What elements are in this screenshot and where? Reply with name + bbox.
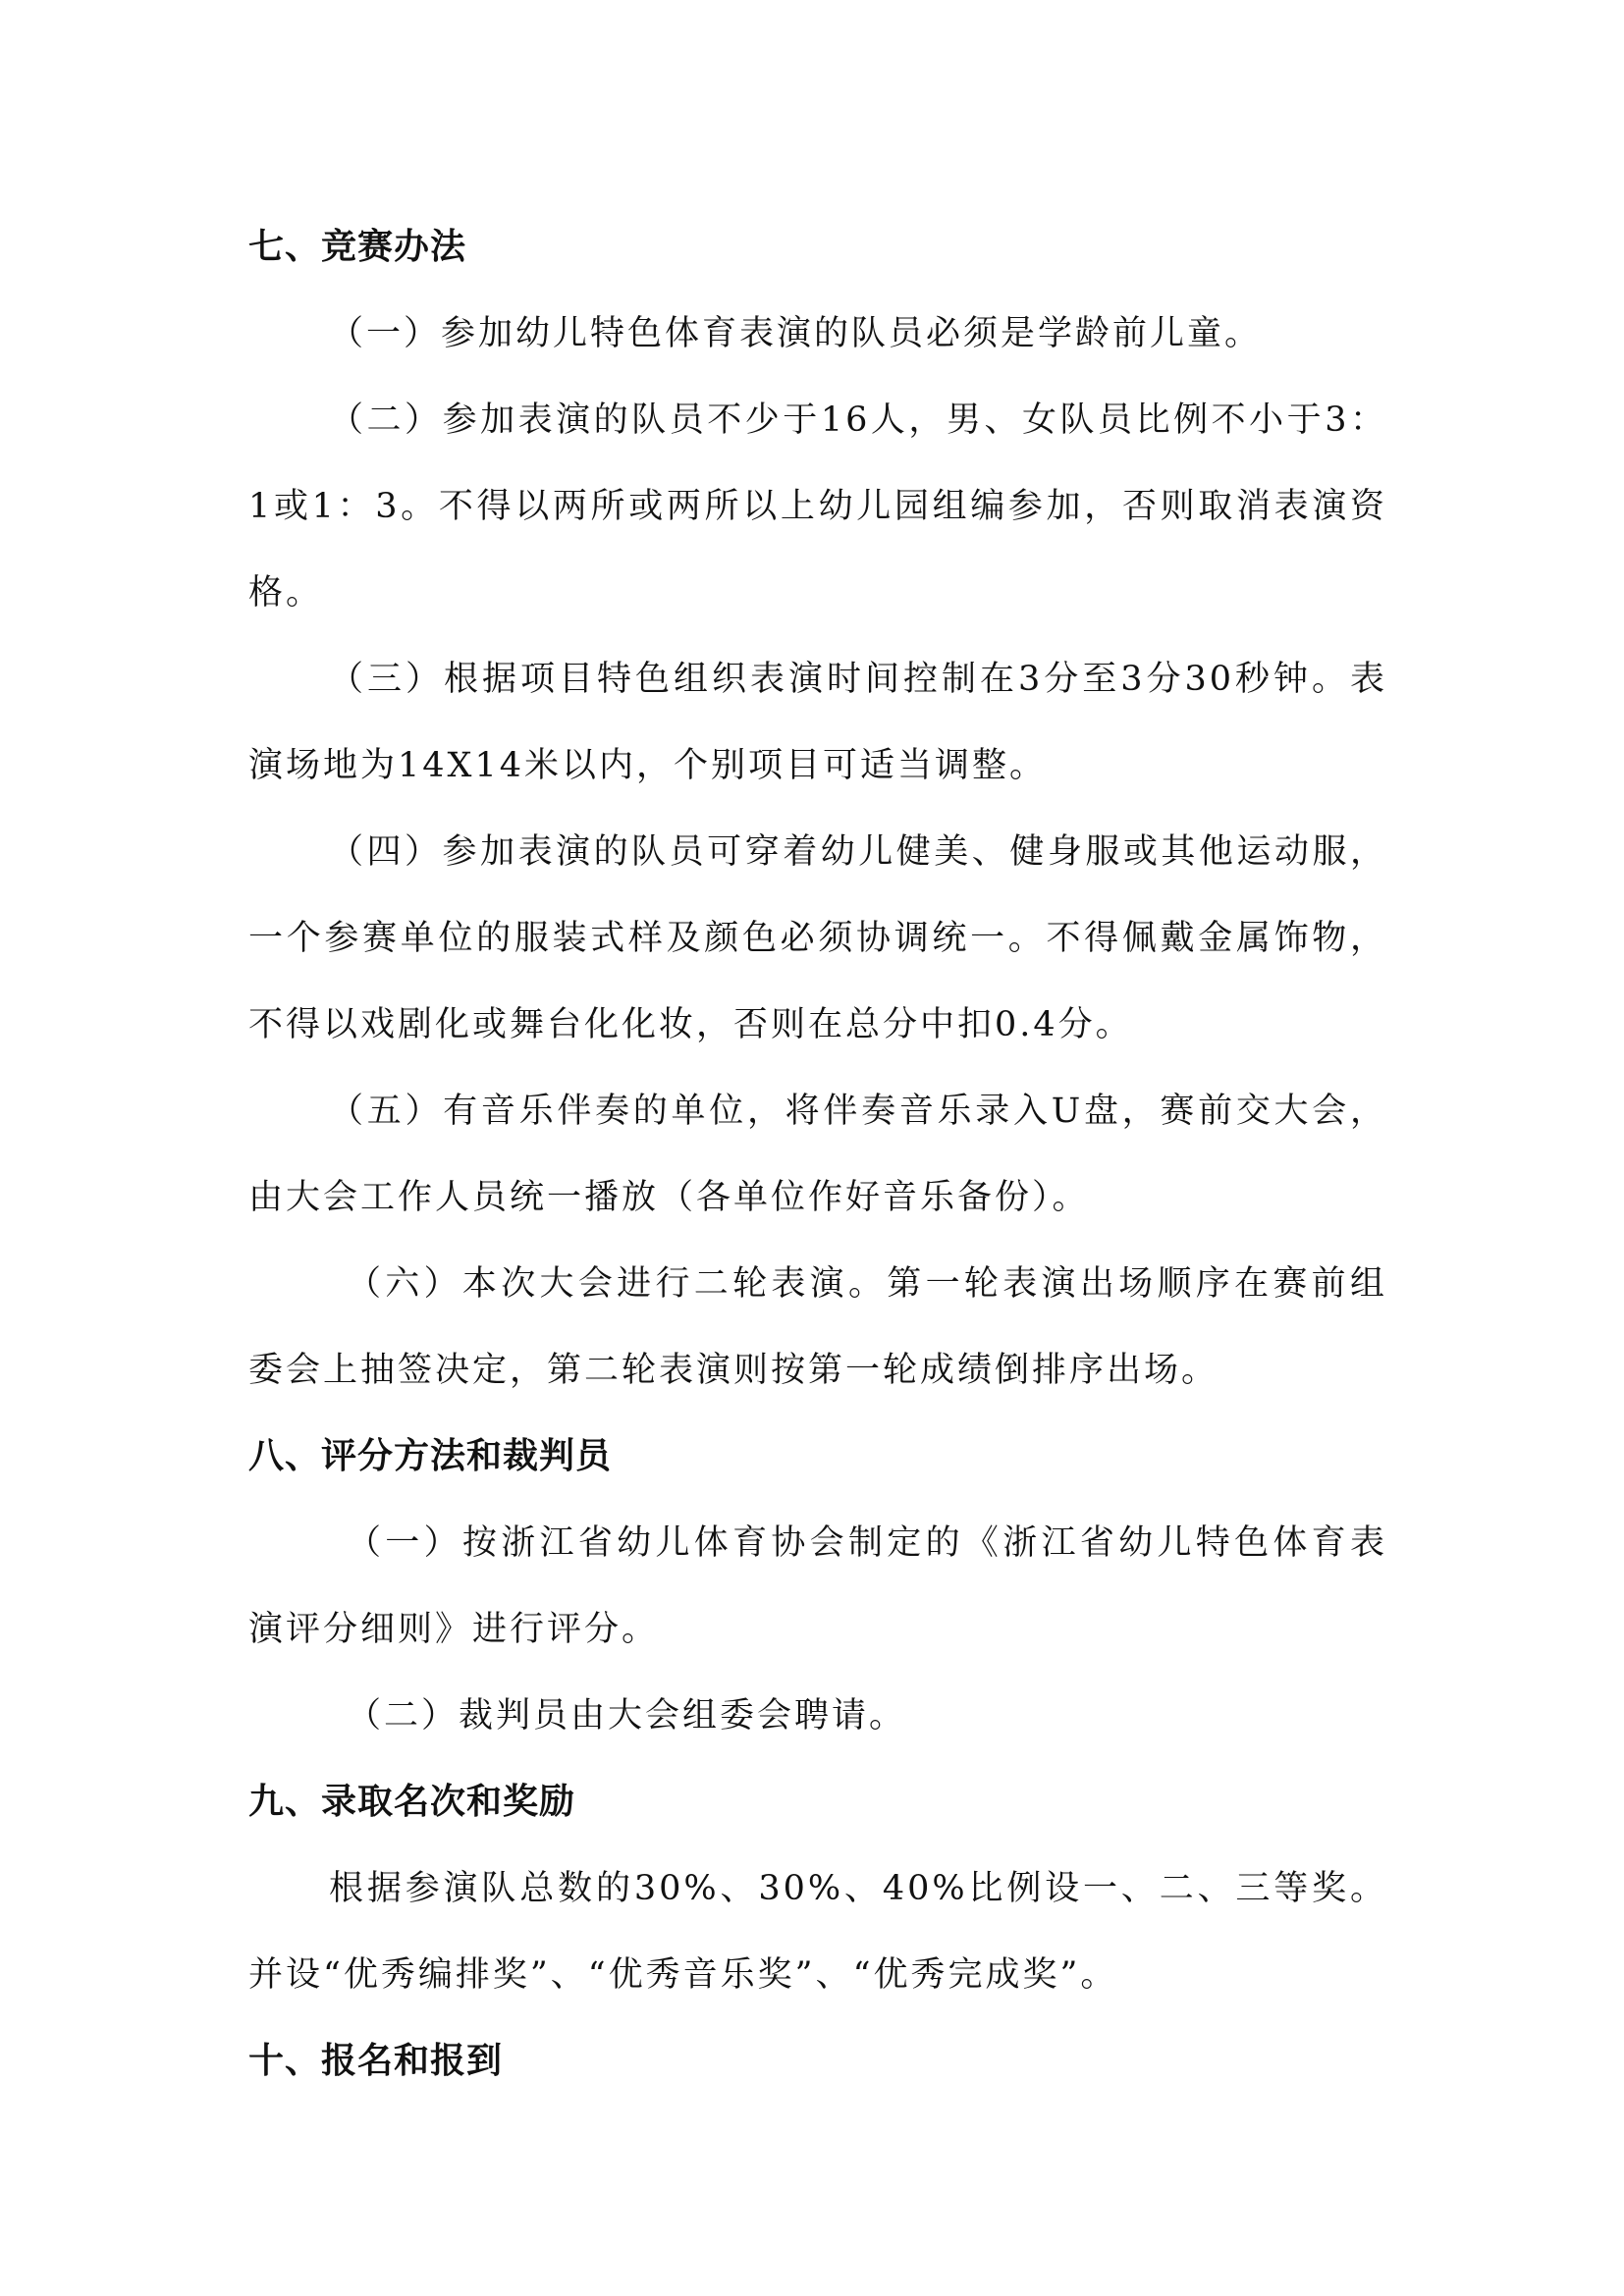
section-heading-competition-method: 七、竞赛办法	[248, 227, 467, 267]
paragraph-7-2: （二）参加表演的队员不少于16人，男、女队员比例不小于3：1或1：3。不得以两所或两所以上幼儿园组编参加，否则取消表演资格。	[248, 400, 1387, 613]
paragraph-7-1: （一）参加幼儿特色体育表演的队员必须是学龄前儿童。	[329, 314, 1263, 353]
paragraph-7-4: （四）参加表演的队员可穿着幼儿健美、健身服或其他运动服，一个参赛单位的服装式样及颜色必须协调统一。不得佩戴金属饰物，不得以戏剧化或舞台化化妆，否则在总分中扣0.4分。	[248, 832, 1387, 1044]
document-page	[248, 204, 1387, 2105]
paragraph-7-5: （五）有音乐伴奏的单位，将伴奏音乐录入U盘，赛前交大会，由大会工作人员统一播放（各单位作好音乐备份）。	[248, 1092, 1387, 1217]
section-heading-registration: 十、报名和报到	[248, 2041, 504, 2081]
paragraph-9-1: 根据参演队总数的30%、30%、40%比例设一、二、三等奖。并设“优秀编排奖”、“优秀音乐奖”、“优秀完成奖”。	[248, 1869, 1387, 1995]
paragraph-8-2: （二）裁判员由大会组委会聘请。	[347, 1696, 907, 1735]
section-heading-rankings-and-awards: 九、录取名次和奖励	[248, 1782, 576, 1822]
paragraph-7-3: （三）根据项目特色组织表演时间控制在3分至3分30秒钟。表演场地为14X14米以内，个别项目可适当调整。	[248, 660, 1387, 785]
paragraph-7-6: （六）本次大会进行二轮表演。第一轮表演出场顺序在赛前组委会上抽签决定，第二轮表演则按第一轮成绩倒排序出场。	[248, 1264, 1387, 1390]
section-heading-scoring-and-referees: 八、评分方法和裁判员	[248, 1436, 613, 1476]
paragraph-8-1: （一）按浙江省幼儿体育协会制定的《浙江省幼儿特色体育表演评分细则》进行评分。	[248, 1523, 1387, 1649]
